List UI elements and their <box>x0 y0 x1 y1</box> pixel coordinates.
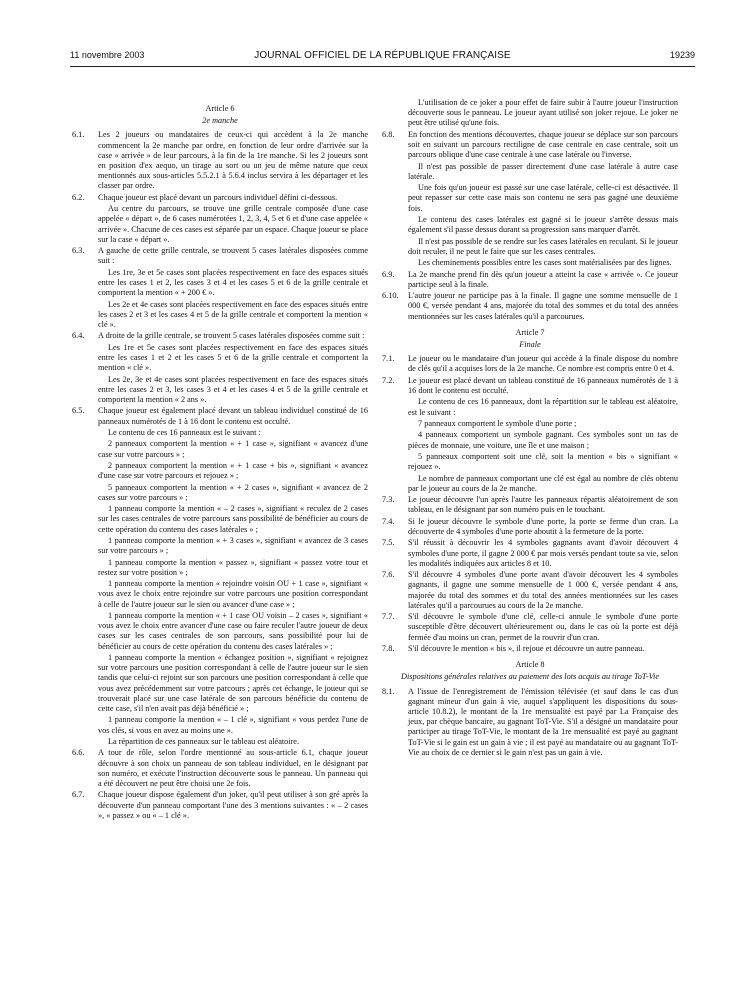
article-6-title: Article 6 <box>205 104 235 113</box>
clause-number: 7.4. <box>382 516 395 526</box>
list-item: 4 panneaux comportent un symbole gagnant. Ces symboles sont un tas de pièces de monnaie, une voiture, une île et une maison ; <box>408 430 678 450</box>
clause-text: S'il réussit à découvrir les 4 symboles gagnants avant d'avoir découvert 4 symboles d'une porte, il gagne 2 000 € par mois versés pendant toute sa vie, selon les modalités indiquées aux articles 8 et 10. <box>408 538 678 568</box>
clause-6-1 <box>72 130 368 191</box>
paragraph: Les 2e, 3e et 4e cases sont placées respectivement en face des espaces situés entre les cases 2 et 3, les cases 3 et 4 et les cases 4 et 5 de la grille centrale et comportent la mention « 2 ans ». <box>98 374 368 404</box>
clause-number: 6.8. <box>382 129 395 139</box>
list-item: 1 panneau comporte la mention « passez », signifiant « passez votre tour et restez sur votre position » ; <box>98 557 368 577</box>
clause-6-8 <box>382 130 678 161</box>
clause-text: Les 2 joueurs ou mandataires de ceux-ci qui accèdent à la 2e manche commencent la 2e manche par ordre, en fonction de leur ordre d'arrivée sur la case « arrivée » de leur parcours, à la fin de la 1re manche. Si les 2 joueurs sont en position d'ex aequo, un tirage au sort ou un jeu de même nature que ceux mentionnés aux sous-articles 5.5.2.1 à 5.6.4 inclus servira à les départager et les classer par ordre. <box>98 130 368 191</box>
clause-text: Si le joueur découvre le symbole d'une porte, la porte se ferme d'un cran. La découverte de 4 symboles d'une porte aboutit à la fermeture de la porte. <box>408 516 678 536</box>
clause-7-8 <box>382 644 678 654</box>
clause-text: Le joueur ou le mandataire d'un joueur qui accède à la finale dispose du nombre de clés qu'il a acquises lors de la 2e manche. Ce nombre est compris entre 0 et 4. <box>408 354 678 374</box>
clause-text: A l'issue de l'enregistrement de l'émission télévisée (et sauf dans le cas d'un gagnant mineur d'un gain à vie, auquel s'appliquent les dispositions du sous-article 10.8.2), le montant de la 1re mensualité est payé par La Française des jeux, par chèque bancaire, au gagnant ToT-Vie. S'il a désigné un mandataire pour participer au tirage ToT-Vie, le montant de la 1re mensualité est payé au gagnant ToT-Vie si le gain est un gain à vie ; il est payé au mandataire ou au gagnant ToT-Vie au choix de ce dernier si le gain n'est pas un gain à vie. <box>408 686 678 757</box>
clause-number: 6.5. <box>72 406 85 416</box>
clause-8-1 <box>382 687 678 758</box>
clause-number: 7.8. <box>382 643 395 653</box>
journal-title: JOURNAL OFFICIEL DE LA RÉPUBLIQUE FRANÇAISE <box>254 50 511 61</box>
clause-text: Chaque joueur est placé devant un parcours individuel défini ci-dessous. <box>98 192 338 202</box>
clause-6-7 <box>72 790 368 821</box>
clause-number: 6.10. <box>382 291 399 301</box>
clause-text: L'autre joueur ne participe pas à la finale. Il gagne une somme mensuelle de 1 000 €, versée pendant 4 ans, majorée du total des sommes et du total des années mentionnées sur les cases latérales qu'il a parcourues. <box>408 291 678 321</box>
list-item: 1 panneau comporte la mention « + 1 case OU voisin – 2 cases », signifiant « vous avez le choix entre avancer d'une case ou faire reculer l'autre joueur de deux cases sur les cases centrales de son parcours, sans possibilité pour lui de bénéficier au cours de cette opération du contenu des cases latérales » ; <box>98 610 368 651</box>
clause-number: 7.1. <box>382 354 395 364</box>
clause-6-10 <box>382 291 678 322</box>
clause-number: 6.2. <box>72 192 85 202</box>
left-column <box>72 98 368 822</box>
clause-text: Le joueur est placé devant un tableau constitué de 16 panneaux numérotés de 1 à 16 dont le contenu est occulté. <box>408 375 678 395</box>
clause-6-2 <box>72 193 368 203</box>
header-date: 11 novembre 2003 <box>70 50 145 60</box>
clause-7-1 <box>382 354 678 374</box>
page-number: 19239 <box>669 50 695 60</box>
clause-6-3 <box>72 246 368 266</box>
clause-text: S'il découvre le symbole d'une clé, celle-ci annule le symbole d'une porte susceptible d'être découvert ultérieurement ou, dans le cas où la porte est déjà fermée d'au moins un cran, permet de la rouvrir d'un cran. <box>408 612 678 642</box>
clause-7-7 <box>382 612 678 643</box>
clause-number: 6.9. <box>382 269 395 279</box>
list-item: 1 panneau comporte la mention « – 2 cases », signifiant « reculez de 2 cases sur les cases centrales de votre parcours sans possibilité de bénéficier au cours de cette opération du contenu des cases latérales » ; <box>98 504 368 534</box>
clause-number: 6.4. <box>72 331 85 341</box>
paragraph: Les 1re et 5e cases sont placées respectivement en face des espaces situés entre les cases 1 et 2 et les cases 5 et 6 de la grille centrale et comportent la mention « clé ». <box>98 342 368 373</box>
list-item: 1 panneau comporte la mention « échangez position », signifiant « rejoignez sur votre parcours une position correspondant à celle de l'autre joueur sur le sien tandis que celui-ci rejoint sur son parcours une position correspondant à celle que vous avez précédemment sur votre parcours ; après cet échange, le joueur qui se trouverait placé sur une case latérale de son parcours bénéficie du contenu de cette case, s'il n'en avait pas déjà bénéficié » ; <box>98 652 368 713</box>
clause-number: 7.6. <box>382 570 395 580</box>
paragraph: La répartition de ces panneaux sur le tableau est aléatoire. <box>108 736 300 746</box>
paragraph: Le nombre de panneaux comportant une clé est égal au nombre de clés obtenu par le joueur au cours de la 2e manche. <box>408 473 678 493</box>
article-7-title: Article 7 <box>515 327 545 337</box>
clause-number: 6.6. <box>72 748 85 758</box>
clause-number: 6.3. <box>72 246 85 256</box>
page-header <box>70 50 695 64</box>
paragraph: Au centre du parcours, se trouve une grille centrale composée d'une case appelée « départ », de 6 cases numérotées 1, 2, 3, 4, 5 et 6 et d'une case appelée « arrivée ». Chacune de ces cases est séparée par un espace. Chaque joueur se place sur la case « départ ». <box>98 204 368 244</box>
paragraph: Le contenu de ces 16 panneaux, dont la répartition sur le tableau est aléatoire, est le suivant : <box>408 397 678 417</box>
header-rule <box>70 66 695 67</box>
clause-text: La 2e manche prend fin dès qu'un joueur a atteint la case « arrivée ». Ce joueur participe seul à la finale. <box>408 269 678 289</box>
paragraph: Il n'est pas possible de passer directement d'une case latérale à autre case latérale. <box>408 161 678 181</box>
paragraph: Il n'est pas possible de se rendre sur les cases latérales en reculant. Si le joueur doit reculer, il ne peut le faire que sur les cases centrales. <box>408 236 678 256</box>
clause-6-6 <box>72 748 368 789</box>
clause-number: 6.1. <box>72 130 85 140</box>
clause-number: 6.7. <box>72 790 85 800</box>
list-item: 5 panneaux comportent la mention « + 2 cases », signifiant « avancez de 2 cases sur votre parcours » ; <box>98 482 368 502</box>
paragraph: L'utilisation de ce joker a pour effet de faire subir à l'autre joueur l'instruction découverte sous le panneau. Le joueur ayant utilisé son joker rejoue. Le joker ne peut être utilisé qu'une fois. <box>408 98 678 128</box>
list-item: 2 panneaux comportent la mention « + 1 case », signifiant « avancez d'une case sur votre parcours » ; <box>98 439 368 459</box>
clause-7-2 <box>382 376 678 396</box>
article-7-subtitle: Finale <box>519 339 541 349</box>
right-column <box>382 98 678 759</box>
list-item: 5 panneaux comportent soit une clé, soit la mention « bis » signifiant « rejouez ». <box>408 451 678 472</box>
clause-text: En fonction des mentions découvertes, chaque joueur se déplace sur son parcours soit en suivant un parcours rectiligne de case centrale en case centrale, soit un parcours oblique d'une case centrale à une case latérale ou l'inverse. <box>408 129 678 160</box>
paragraph: Les cheminements possibles entre les cases sont matérialisées par des lignes. <box>418 258 672 268</box>
clause-6-9 <box>382 270 678 290</box>
clause-number: 7.5. <box>382 538 395 548</box>
clause-6-4 <box>72 331 368 341</box>
paragraph: Le contenu de ces 16 panneaux est le suivant : <box>108 427 261 437</box>
clause-7-5 <box>382 538 678 569</box>
clause-6-5 <box>72 406 368 426</box>
clause-number: 8.1. <box>382 686 395 696</box>
article-8-title: Article 8 <box>515 660 545 670</box>
clause-text: S'il découvre le mention « bis », il rejoue et découvre un autre panneau. <box>408 643 645 653</box>
clause-text: Chaque joueur est également placé devant un tableau individuel constitué de 16 panneaux numérotés de 1 à 16 dont le contenu est occulté. <box>98 406 368 426</box>
clause-text: A tour de rôle, selon l'ordre mentionné au sous-article 6.1, chaque joueur découvre à son choix un panneau de son tableau individuel, en le désignant par son numéro, et exécute l'instruction découverte sous le panneau. Un panneau qui a été découvert ne peut être choisi une 2e fois. <box>98 748 368 788</box>
article-6-subtitle: 2e manche <box>202 116 238 126</box>
paragraph: Une fois qu'un joueur est passé sur une case latérale, celle-ci est désactivée. Il peut repasser sur cette case mais son contenu ne sera pas gagné une deuxième fois. <box>408 183 678 213</box>
paragraph: Les 1re, 3e et 5e cases sont placées respectivement en face des espaces situés entre les cases 1 et 2, les cases 3 et 4 et les cases 5 et 6 de la grille centrale et comportent la mention « + 200 € ». <box>98 267 368 298</box>
clause-number: 7.7. <box>382 612 395 622</box>
paragraph: Le contenu des cases latérales est gagné si le joueur s'arrête dessus mais également s'il passe dessus durant sa progression sans marquer d'arrêt. <box>408 214 678 235</box>
clause-text: Le joueur découvre l'un après l'autre les panneaux répartis aléatoirement de son tableau, en le désignant par son numéro puis en le touchant. <box>408 495 678 515</box>
clause-text: S'il découvre 4 symboles d'une porte avant d'avoir découvert les 4 symboles gagnants, il gagne une somme mensuelle de 1 000 €, versée pendant 4 ans, majorée du total des sommes et du total des années mentionnées sur les cases latérales qu'il a parcourues au cours de la 2e manche. <box>408 570 678 610</box>
clause-text: A gauche de cette grille centrale, se trouvent 5 cases latérales disposées comme suit : <box>98 246 368 266</box>
clause-7-3 <box>382 495 678 515</box>
clause-7-6 <box>382 570 678 611</box>
clause-text: Chaque joueur dispose également d'un joker, qu'il peut utiliser à son gré après la découverte d'un panneau comportant l'une des 3 mentions suivantes : « – 2 cases », « passez » ou « – 1 clé ». <box>98 790 368 820</box>
article-8-subtitle: Dispositions générales relatives au paiement des lots acquis au tirage ToT-Vie <box>400 672 660 682</box>
list-item: 1 panneau comporte la mention « – 1 clé », signifiant « vous perdez l'une de vos clés, si vous en avez au moins une ». <box>98 715 368 735</box>
clause-text: A droite de la grille centrale, se trouvent 5 cases latérales disposées comme suit : <box>98 331 365 341</box>
clause-7-4 <box>382 517 678 537</box>
list-item: 1 panneau comporte la mention « + 3 cases », signifiant « avancez de 3 cases sur votre parcours » ; <box>98 535 368 556</box>
clause-number: 7.3. <box>382 495 395 505</box>
list-item: 2 panneaux comportent la mention « + 1 case + bis », signifiant « avancez d'une case sur votre parcours et rejouez » ; <box>98 460 368 481</box>
paragraph: Les 2e et 4e cases sont placées respectivement en face des espaces situés entre les cases 2 et 3 et les cases 4 et 5 de la grille centrale et comportent la mention « clé ». <box>98 299 368 329</box>
list-item: 1 panneau comporte la mention « rejoindre voisin OU + 1 case », signifiant « vous avez le choix entre rejoindre sur votre parcours une position correspondant à celle de l'autre joueur sur le sien ou avancer d'une case » ; <box>98 579 368 609</box>
clause-number: 7.2. <box>382 375 395 385</box>
list-item: 7 panneaux comportent le symbole d'une porte ; <box>418 418 577 428</box>
